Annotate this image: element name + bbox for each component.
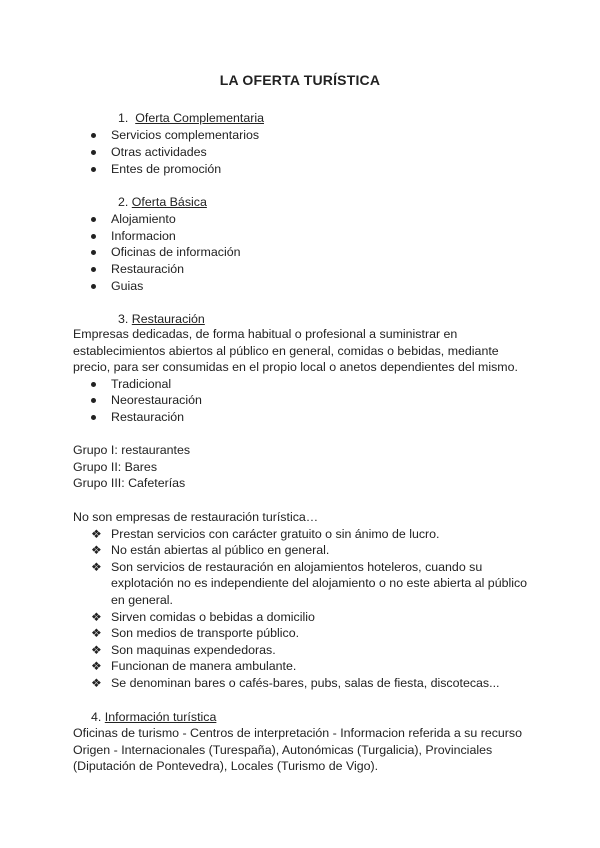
list-item: Restauración [91,261,184,277]
diamond-bullet-icon: ❖ [91,676,102,690]
diamond-bullet-icon: ❖ [91,527,102,541]
list-item: ❖ Se denominan bares o cafés-bares, pubs, salas de fiesta, discotecas... [91,676,500,690]
bullet-dot-icon [91,234,96,239]
group-line: Grupo III: Cafeterías [73,476,186,490]
section-1-title: Oferta Complementaria [135,111,265,125]
paragraph-line: Oficinas de turismo - Centros de interpretación - Informacion referida a su recurso [73,726,523,740]
list-item: Servicios complementarios [91,127,259,143]
list-item: ❖ Son maquinas expendedoras. [91,643,276,657]
list-item: Entes de promoción [91,161,221,177]
diamond-bullet-icon: ❖ [91,560,102,574]
bullet-dot-icon [91,382,96,387]
list-item: Guias [91,278,143,294]
list-item: Oficinas de información [91,244,240,260]
paragraph-line: Empresas dedicadas, de forma habitual o profesional a suministrar en [73,327,458,341]
no-restauracion-intro: No son empresas de restauración turística… [73,510,319,524]
list-item: ❖ Prestan servicios con carácter gratuito o sin ánimo de lucro. [91,527,440,541]
paragraph-line: (Diputación de Pontevedra), Locales (Turismo de Vigo). [73,759,379,773]
section-2-heading [118,194,207,210]
list-item: Otras actividades [91,144,207,160]
list-item: ❖ Sirven comidas o bebidas a domicilio [91,610,315,624]
diamond-bullet-icon: ❖ [91,659,102,673]
paragraph-line: establecimientos abiertos al público en general, comidas o bebidas, mediante [73,344,499,358]
list-item-continuation: explotación no es independiente del alojamiento o no este abierta al público [111,576,528,590]
list-item: Restauración [91,409,184,425]
diamond-bullet-icon: ❖ [91,643,102,657]
paragraph-line: Origen - Internacionales (Turespaña), Autonómicas (Turgalicia), Provinciales [73,743,493,757]
section-4-title: Información turística [104,710,217,724]
list-item: ❖ Son servicios de restauración en alojamientos hoteleros, cuando su [91,560,483,574]
group-line: Grupo I: restaurantes [73,443,191,457]
bullet-dot-icon [91,284,96,289]
section-1-number: 1. [118,111,129,125]
bullet-dot-icon [91,398,96,403]
list-item: ❖ No están abiertas al público en general. [91,543,330,557]
bullet-dot-icon [91,133,96,138]
section-3-title: Restauración [131,312,205,326]
section-4-heading [91,709,216,725]
diamond-bullet-icon: ❖ [91,543,102,557]
list-item: ❖ Funcionan de manera ambulante. [91,659,297,673]
bullet-dot-icon [91,150,96,155]
section-2-number: 2. [118,195,129,209]
section-1-heading [118,110,264,126]
bullet-dot-icon [91,250,96,255]
diamond-bullet-icon: ❖ [91,626,102,640]
group-line: Grupo II: Bares [73,460,158,474]
bullet-dot-icon [91,167,96,172]
list-item: Alojamiento [91,211,176,227]
list-item: Neorestauración [91,392,202,408]
bullet-dot-icon [91,267,96,272]
paragraph-line: precio, para ser consumidas en el propio local o anetos dependientes del mismo. [73,360,518,374]
section-2-title: Oferta Básica [131,195,207,209]
diamond-bullet-icon: ❖ [91,610,102,624]
bullet-dot-icon [91,415,96,420]
list-item-continuation: en general. [111,593,174,607]
section-3-number: 3. [118,312,129,326]
section-3-heading [118,311,205,327]
list-item: Informacion [91,228,176,244]
page-title: LA OFERTA TURÍSTICA [219,72,381,88]
list-item: ❖ Son medios de transporte público. [91,626,300,640]
list-item: Tradicional [91,376,171,392]
section-4-number: 4. [91,710,102,724]
bullet-dot-icon [91,217,96,222]
